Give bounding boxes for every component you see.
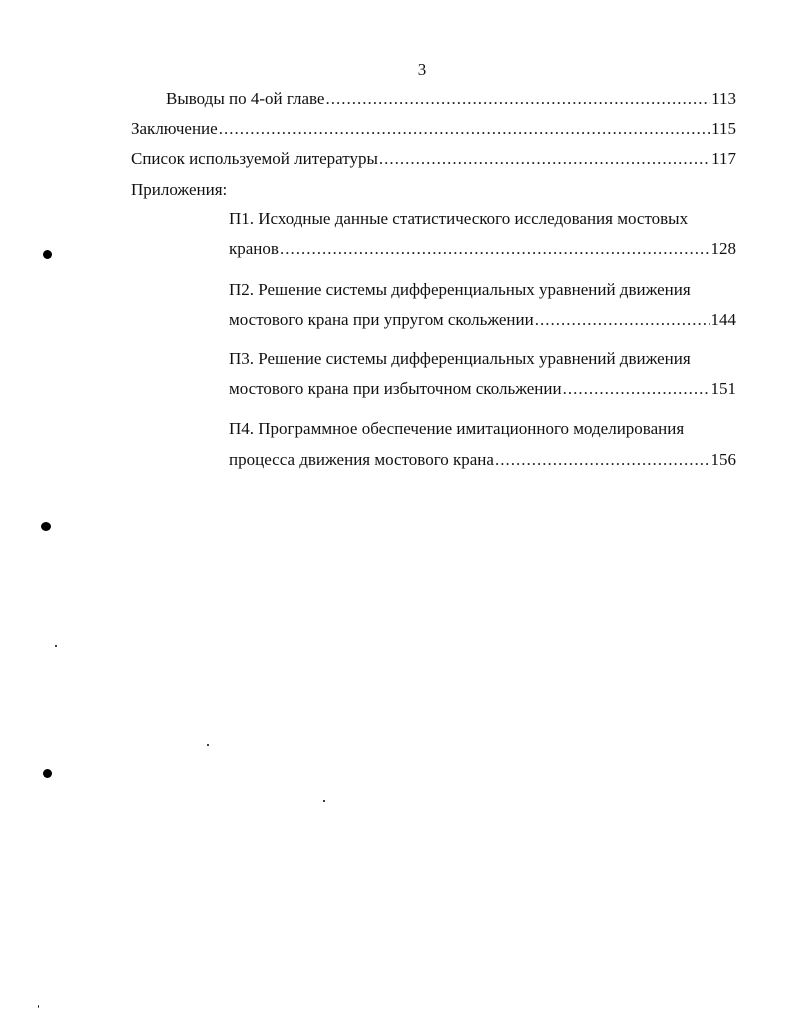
toc-entry-appendix-2[interactable] <box>229 309 736 331</box>
scan-speck <box>207 744 209 746</box>
scan-speck <box>38 1005 39 1008</box>
toc-entry-page: 128 <box>710 239 736 258</box>
toc-entry-label: мостового крана при упругом скольжении <box>229 310 534 329</box>
appendix-1-title[interactable]: П1. Исходные данные статистического исследования мостовых <box>229 209 689 228</box>
dot-leader <box>495 449 710 471</box>
dot-leader <box>379 148 710 170</box>
scan-speck <box>43 250 52 259</box>
toc-entry-label: Выводы по 4-ой главе <box>166 89 325 108</box>
page-number: 3 <box>417 60 427 79</box>
toc-entry-conclusion[interactable] <box>131 118 736 140</box>
toc-entry-page: 115 <box>711 119 736 138</box>
toc-entry-page: 151 <box>710 379 736 398</box>
toc-entry-conclusions-ch4[interactable] <box>166 88 736 110</box>
toc-entry-page: 113 <box>711 89 736 108</box>
toc-entry-appendix-1[interactable] <box>229 238 736 260</box>
appendix-2-title[interactable]: П2. Решение системы дифференциальных уравнений движения <box>229 280 691 299</box>
scan-speck <box>43 769 52 778</box>
scan-speck <box>323 800 325 802</box>
toc-entry-appendix-4[interactable] <box>229 449 736 471</box>
toc-entry-page: 117 <box>711 149 736 168</box>
toc-entry-label: мостового крана при избыточном скольжении <box>229 379 562 398</box>
appendix-3-title[interactable]: П3. Решение системы дифференциальных уравнений движения <box>229 349 691 368</box>
toc-entry-label: Список используемой литературы <box>131 149 378 168</box>
scan-speck <box>55 645 57 647</box>
appendices-heading: Приложения: <box>131 180 228 199</box>
dot-leader <box>219 118 710 140</box>
toc-entry-label: процесса движения мостового крана <box>229 450 494 469</box>
toc-entry-appendix-3[interactable] <box>229 378 736 400</box>
toc-entry-page: 156 <box>710 450 736 469</box>
toc-entry-label: кранов <box>229 239 279 258</box>
toc-entry-page: 144 <box>710 310 736 329</box>
scan-speck <box>41 522 51 531</box>
dot-leader <box>535 309 710 331</box>
dot-leader <box>563 378 710 400</box>
toc-entry-label: Заключение <box>131 119 218 138</box>
toc-entry-references[interactable] <box>131 148 736 170</box>
appendix-4-title[interactable]: П4. Программное обеспечение имитационного моделирования <box>229 419 685 438</box>
dot-leader <box>325 88 710 110</box>
dot-leader <box>280 238 710 260</box>
